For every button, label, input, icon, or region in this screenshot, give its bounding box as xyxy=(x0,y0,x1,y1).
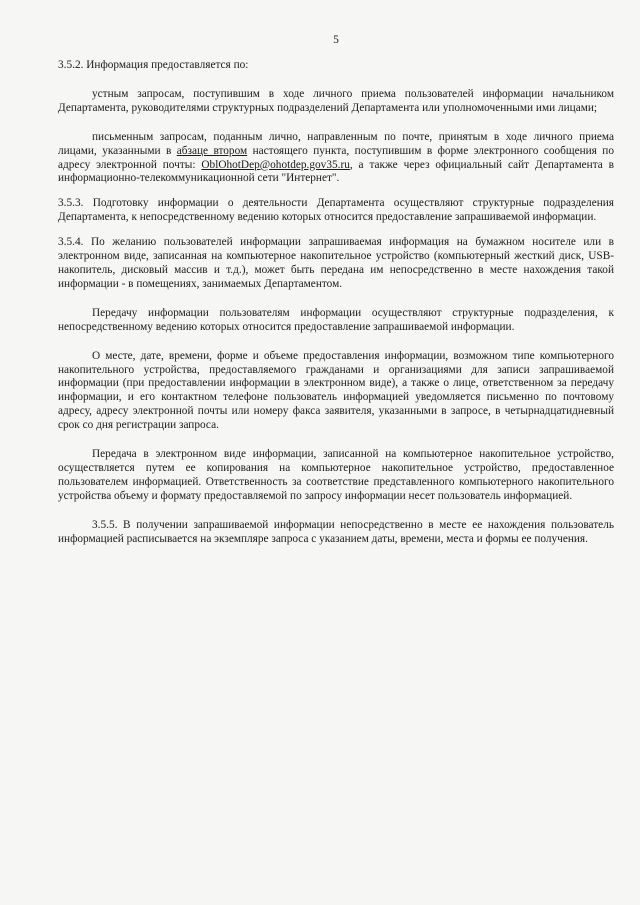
paragraph-written-requests xyxy=(58,131,614,187)
paragraph-transfer: Передачу информации пользователям информации осуществляют структурные подразделения, к непосредственному ведению которых относится предоставление запрашиваемой информации. xyxy=(58,306,614,333)
written-requests-text-2: настоящего пункта, поступившим в форме электронного сообщения по адресу электронной почты: xyxy=(58,144,614,171)
written-requests-text-1: письменным запросам, поданным лично, направленным по почте, принятым в ходе личного приема лицами, указанными в xyxy=(58,130,614,157)
email-link[interactable]: OblOhotDep@ohotdep.gov35.ru xyxy=(201,158,350,171)
paragraph-3-5-4: 3.5.4. По желанию пользователей информации запрашиваемая информация на бумажном носителе или в электронном виде, записанная на компьютерное накопительное устройство (компьютерный жесткий диск, USB-накопитель, дисковый массив и т.д.), может быть передана им непосредственно в месте нахождения такой информации - в помещениях, занимаемых Департаментом. xyxy=(58,236,614,290)
paragraph-notification: О месте, дате, времени, форме и объеме предоставления информации, возможном типе компьютерного накопительного устройства, предоставляемого гражданами и организациями для записи запрашиваемой информации (при предоставлении информации в электронном виде), а также о лице, ответственном за передачу информации, и его контактном телефоне пользователь информацией уведомляется письменно по почтовому адресу, адресу электронной почты или номеру факса заявителя, указанными в запросе, в четырнадцатидневный срок со дня регистрации запроса. xyxy=(58,349,614,432)
paragraph-oral-requests: устным запросам, поступившим в ходе личного приема пользователей информации начальником Департамента, руководителями структурных подразделений Департамента или уполномоченными ими лицами; xyxy=(58,87,614,114)
paragraph-3-5-5: 3.5.5. В получении запрашиваемой информации непосредственно в месте ее нахождения пользователь информацией расписывается на экземпляре запроса с указанием даты, времени, места и формы ее получения. xyxy=(58,518,614,545)
paragraph-3-5-3: 3.5.3. Подготовку информации о деятельности Департамента осуществляют структурные подразделения Департамента, к непосредственному ведению которых относится предоставление запрашиваемой информации. xyxy=(58,197,614,224)
paragraph-electronic-transfer: Передача в электронном виде информации, записанной на компьютерное накопительное устройство, осуществляется путем ее копирования на компьютерное накопительное устройство, предоставленное пользователем информацией. Ответственность за соответствие представленного компьютерного накопительного устройства объему и формату предоставляемой по запросу информации несет пользователь информацией. xyxy=(58,448,614,502)
paragraph-3-5-2: 3.5.2. Информация предоставляется по: xyxy=(58,59,249,71)
written-requests-text-3: , а также через официальный сайт Департамента в информационно-телекоммуникационной сети "Интернет". xyxy=(58,158,614,185)
paragraph-reference-link[interactable]: абзаце втором xyxy=(176,144,248,157)
page-number: 5 xyxy=(333,34,339,46)
